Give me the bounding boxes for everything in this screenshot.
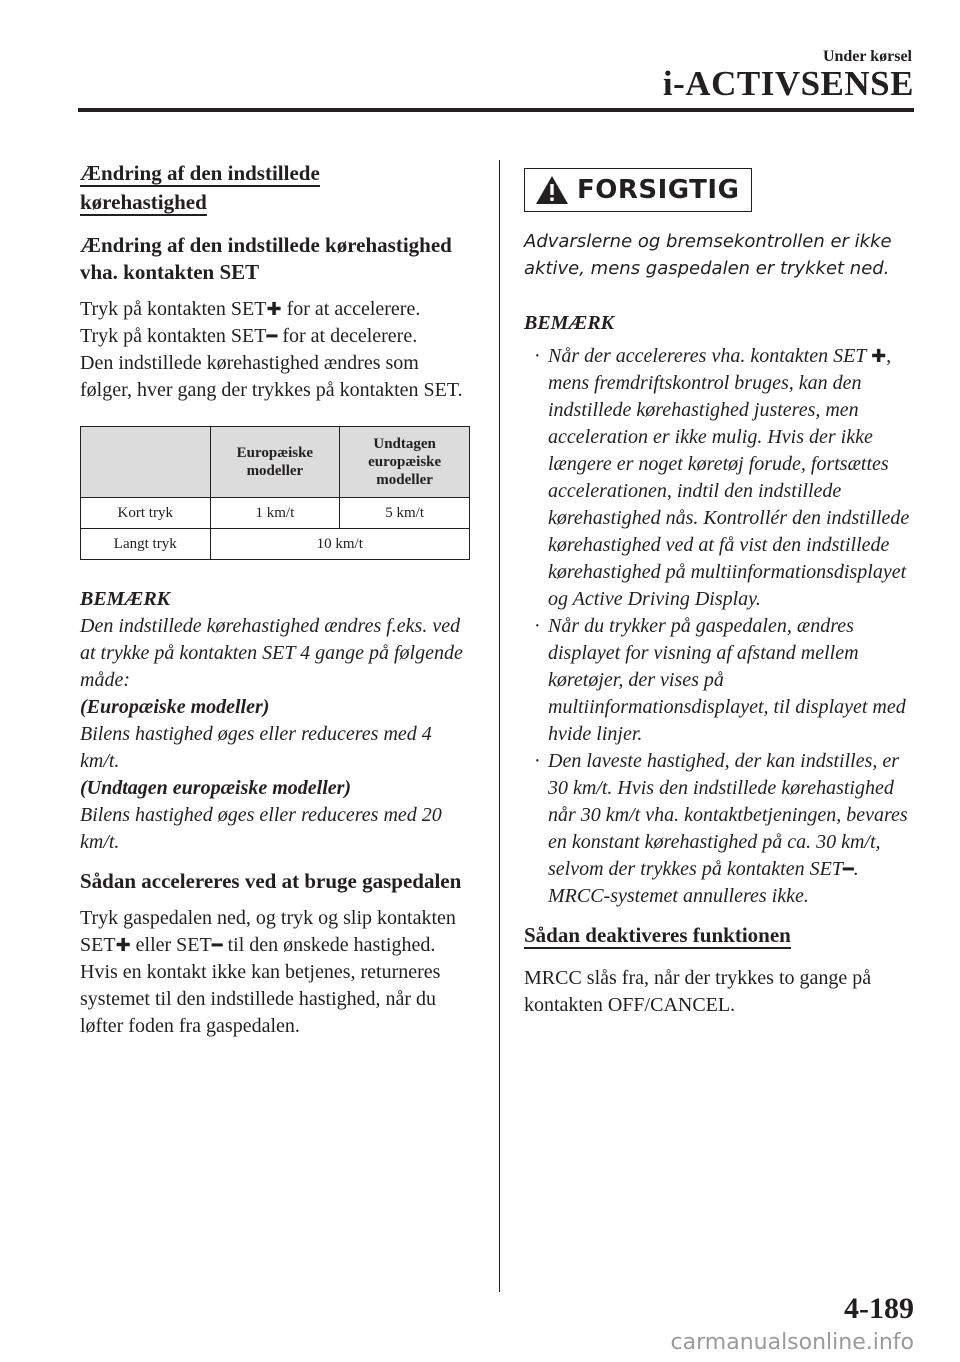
caution-box — [524, 168, 752, 212]
caution-text: Advarslerne og bremsekontrollen er ikke aktive, mens gaspedalen er trykket ned. — [524, 231, 892, 279]
table-header-cell — [81, 427, 211, 498]
speed-step-table — [80, 426, 470, 560]
note-block — [80, 586, 472, 856]
watermark-text: carmanualsonline.info — [670, 1330, 914, 1355]
list-item: · Når du trykker på gaspedalen, ændres displayet for visning af afstand mellem køretøjer, der vises på multiinformationsdisplayet, til displayet med hvide linjer. — [534, 615, 906, 745]
table-header-cell: Europæiske modeller — [210, 427, 340, 498]
note-eu-text: Bilens hastighed øges eller reduceres med 4 km/t. — [80, 723, 432, 772]
table-cell: Kort tryk — [81, 498, 211, 529]
right-column — [524, 168, 920, 1019]
note-non-eu-label: (Undtagen europæiske modeller) — [80, 777, 352, 799]
subheading-accelerator: Sådan accelereres ved at bruge gaspedalen — [80, 869, 462, 893]
note-title: BEMÆRK — [524, 312, 615, 334]
warning-triangle-icon — [535, 175, 569, 205]
caution-label: FORSIGTIG — [577, 175, 740, 205]
page-number: 4-189 — [844, 1292, 914, 1325]
table-row — [81, 529, 470, 560]
header-rule — [78, 108, 914, 112]
note-eu-label: (Europæiske modeller) — [80, 696, 270, 718]
section-heading-deactivate: Sådan deaktiveres funktionen — [524, 923, 791, 947]
table-cell: Langt tryk — [81, 529, 211, 560]
plus-icon: ✚ — [871, 346, 887, 367]
note-non-eu-text: Bilens hastighed øges eller reduceres med 20 km/t. — [80, 804, 442, 853]
plus-icon: ✚ — [266, 299, 282, 320]
subheading-set-switch: Ændring af den indstillede kørehastighed vha. kontakten SET — [80, 233, 452, 284]
accelerator-paragraph: Tryk gaspedalen ned, og tryk og slip kontakten SET✚ eller SET━ til den ønskede hastighed. Hvis en kontakt ikke kan betjenes, returneres systemet til den indstillede hastighed, når du løfter foden fra gaspedalen. — [80, 907, 456, 1037]
list-item: · Den laveste hastighed, der kan indstilles, er 30 km/t. Hvis den indstillede kørehastighed når 30 km/t vha. kontaktbetjeningen, bevares en konstant kørehastighed på ca. 30 km/t, selvom der trykkes på kontakten SET━. MRCC-systemet annulleres ikke. — [534, 750, 908, 907]
table-row — [81, 498, 470, 529]
list-item: · Når der accelereres vha. kontakten SET ✚, mens fremdriftskontrol bruges, kan den indstillede kørehastighed justeres, men acceleration er ikke mulig. Hvis der ikke længere er noget køretøj forude, fortsættes accelerationen, indtil den indstillede kørehastighed nås. Kontrollér den indstillede kørehastighed ved at få vist den indstillede kørehastighed på multiinformationsdisplayet og Active Driving Display. — [534, 345, 910, 610]
table-header-row — [81, 427, 470, 498]
table-header-cell: Undtagen europæiske modeller — [340, 427, 470, 498]
note-list — [524, 343, 920, 910]
set-switch-paragraph: Tryk på kontakten SET✚ for at accelerere. Tryk på kontakten SET━ for at decelerere. Den indstillede kørehastighed ændres som følger, hver gang der trykkes på kontakten SET. — [80, 298, 463, 401]
header-section-label: Under kørsel — [822, 48, 912, 65]
plus-icon: ✚ — [115, 935, 131, 956]
header-title: i-ACTIVSENSE — [662, 64, 914, 103]
table-cell: 10 km/t — [210, 529, 469, 560]
note-title: BEMÆRK — [80, 588, 171, 610]
left-column — [80, 160, 472, 1040]
section-heading: Ændring af den indstillede kørehastighed — [80, 161, 320, 214]
deactivate-paragraph: MRCC slås fra, når der trykkes to gange på kontakten OFF/CANCEL. — [524, 967, 872, 1016]
table-cell: 5 km/t — [340, 498, 470, 529]
column-divider — [499, 160, 500, 1292]
minus-icon: ━ — [211, 935, 223, 956]
table-cell: 1 km/t — [210, 498, 340, 529]
minus-icon: ━ — [266, 326, 278, 347]
minus-icon: ━ — [842, 859, 854, 880]
note-text: Den indstillede kørehastighed ændres f.eks. ved at trykke på kontakten SET 4 gange på følgende måde: — [80, 615, 463, 691]
